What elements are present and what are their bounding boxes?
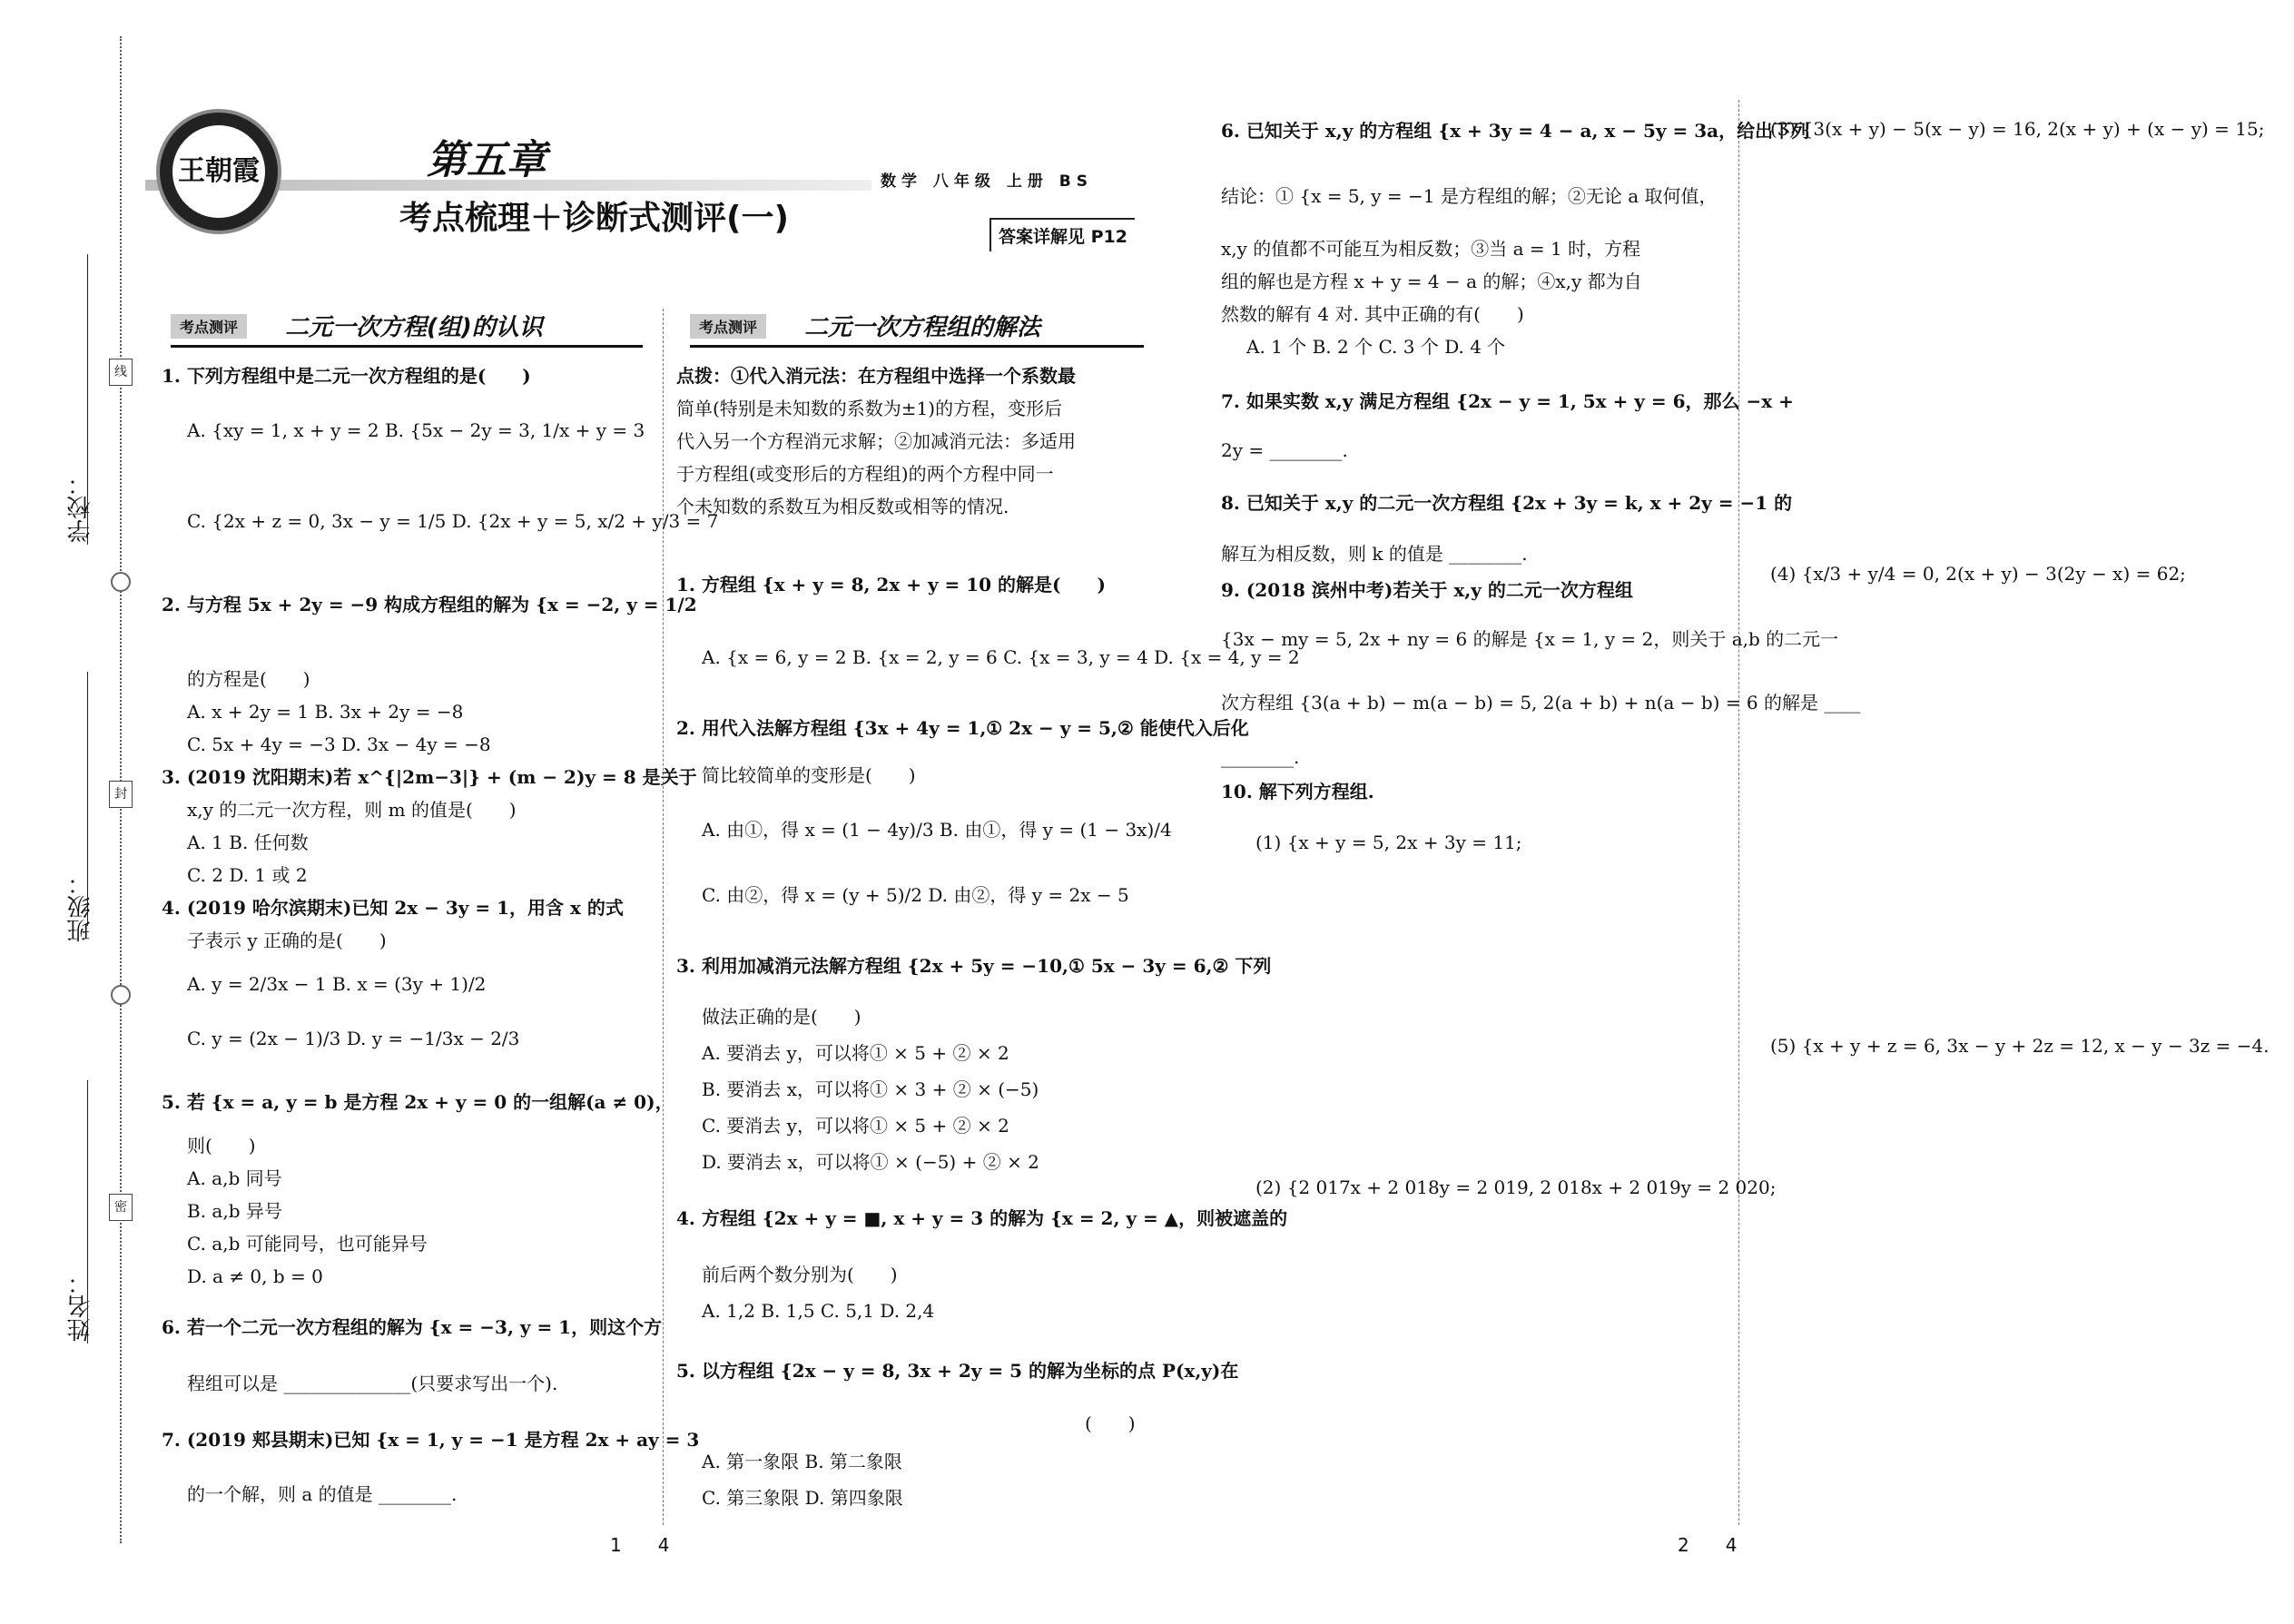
q3-option-a: A. 要消去 y，可以将① × 5 + ② × 2 — [702, 1042, 1009, 1064]
page-number-right: 2 4 — [1678, 1534, 1738, 1556]
question-2: 2. 用代入法解方程组 {3x + 4y = 1,① 2x − y = 5,② 能使代入后化 — [676, 717, 1249, 739]
question-9: 9. (2018 滨州中考)若关于 x,y 的二元一次方程组 — [1221, 579, 1633, 601]
q6-line-3: x,y 的值都不可能互为相反数；③当 a = 1 时，方程 — [1221, 238, 1641, 260]
q5-option-c: C. a,b 可能同号，也可能异号 — [187, 1233, 428, 1255]
seal-xian: 线 — [109, 359, 133, 386]
question-2: 2. 与方程 5x + 2y = −9 构成方程组的解为 {x = −2, y = 1/2 — [162, 594, 697, 615]
q10-part-1: (1) {x + y = 5, 2x + 3y = 11; — [1255, 832, 1522, 853]
section-header-2 — [690, 309, 1144, 348]
q4-options-ab: A. y = 2/3x − 1 B. x = (3y + 1)/2 — [187, 973, 487, 995]
q5-option-d: D. a ≠ 0, b = 0 — [187, 1265, 323, 1287]
q1-options-cd: C. {2x + z = 0, 3x − y = 1/5 D. {2x + y = 5, x/2 + y/3 = 7 — [187, 510, 719, 532]
question-10: 10. 解下列方程组. — [1221, 781, 1374, 802]
column-divider — [1738, 100, 1739, 1525]
question-3: 3. (2019 沈阳期末)若 x^{|2m−3|} + (m − 2)y = 8 是关于 — [162, 766, 697, 788]
q2-stem-end: 的方程是( ) — [187, 668, 310, 690]
q4-options-cd: C. y = (2x − 1)/3 D. y = −1/3x − 2/3 — [187, 1028, 520, 1049]
school-label: 学校： — [67, 472, 94, 543]
q9-answer-blank: ________. — [1221, 746, 1300, 768]
q10-part-3: (3) {3(x + y) − 5(x − y) = 16, 2(x + y) + (x − y) = 15; — [1770, 118, 2265, 140]
question-5: 5. 若 {x = a, y = b 是方程 2x + y = 0 的一组解(a ≠ 0)， — [162, 1091, 674, 1113]
binding-hole-icon — [111, 985, 131, 1005]
q2-options-ab: A. x + 2y = 1 B. 3x + 2y = −8 — [187, 701, 464, 723]
q3-stem-end: x,y 的二元一次方程，则 m 的值是( ) — [187, 799, 517, 821]
q6-options: A. 1 个 B. 2 个 C. 3 个 D. 4 个 — [1246, 336, 1506, 358]
question-6: 6. 已知关于 x,y 的方程组 {x + 3y = 4 − a, x − 5y = 3a，给出下列 — [1221, 120, 1810, 142]
q3-options-cd: C. 2 D. 1 或 2 — [187, 864, 308, 886]
q10-part-2: (2) {2 017x + 2 018y = 2 019, 2 018x + 2 019y = 2 020; — [1255, 1176, 1777, 1198]
chapter-title: 第五章 — [427, 137, 546, 183]
q2-options-cd: C. 由②，得 x = (y + 5)/2 D. 由②，得 y = 2x − 5 — [702, 884, 1129, 906]
q7-stem-end: 的一个解，则 a 的值是 ________. — [187, 1483, 458, 1505]
question-6: 6. 若一个二元一次方程组的解为 {x = −3, y = 1，则这个方 — [162, 1316, 663, 1338]
section-title: 二元一次方程(组)的认识 — [285, 314, 543, 341]
q10-part-4: (4) {x/3 + y/4 = 0, 2(x + y) − 3(2y − x) = 62; — [1770, 563, 2186, 585]
seal-feng: 封 — [109, 781, 133, 808]
question-1: 1. 方程组 {x + y = 8, 2x + y = 10 的解是( ) — [676, 574, 1106, 595]
column-divider — [663, 309, 664, 1525]
question-7: 7. (2019 郏县期末)已知 {x = 1, y = −1 是方程 2x + ay = 3 — [162, 1429, 700, 1451]
page-number-left: 1 4 — [610, 1534, 670, 1556]
binding-hole-icon — [111, 572, 131, 592]
seal-mi: 密 — [109, 1194, 133, 1221]
q3-option-d: D. 要消去 x，可以将① × (−5) + ② × 2 — [702, 1151, 1039, 1173]
q2-options-cd: C. 5x + 4y = −3 D. 3x − 4y = −8 — [187, 733, 491, 755]
tip-line-4: 于方程组(或变形后的方程组)的两个方程中同一 — [676, 463, 1054, 485]
q6-stem-end: 程组可以是 ______________(只要求写出一个). — [187, 1373, 558, 1394]
question-5: 5. 以方程组 {2x − y = 8, 3x + 2y = 5 的解为坐标的点 P(x,y)在 — [676, 1360, 1239, 1382]
q4-options: A. 1,2 B. 1,5 C. 5,1 D. 2,4 — [702, 1300, 935, 1322]
section-header-1 — [171, 309, 643, 348]
brand-logo — [156, 109, 281, 234]
question-4: 4. 方程组 {2x + y = ■, x + y = 3 的解为 {x = 2, y = ▲，则被遮盖的 — [676, 1207, 1288, 1229]
q2-options-ab: A. 由①，得 x = (1 − 4y)/3 B. 由①，得 y = (1 − 3x)/4 — [702, 819, 1172, 841]
section-tag: 考点测评 — [690, 314, 766, 339]
q6-line-5: 然数的解有 4 对. 其中正确的有( ) — [1221, 303, 1524, 325]
tip-line-3: 代入另一个方程消元求解；②加减消元法：多适用 — [676, 430, 1076, 452]
q3-option-c: C. 要消去 y，可以将① × 5 + ② × 2 — [702, 1115, 1009, 1137]
q5-option-b: B. a,b 异号 — [187, 1200, 282, 1222]
grade-tags: 数学 八年级 上册 BS — [881, 172, 1093, 191]
page-subtitle: 考点梳理＋诊断式测评(一) — [399, 200, 789, 237]
q2-stem-end: 简比较简单的变形是( ) — [702, 764, 916, 786]
q9-line-3: 次方程组 {3(a + b) − m(a − b) = 5, 2(a + b) + n(a − b) = 6 的解是 ____ — [1221, 692, 1861, 714]
q5-option-a: A. a,b 同号 — [187, 1167, 282, 1189]
q6-line-4: 组的解也是方程 x + y = 4 − a 的解；④x,y 都为自 — [1221, 271, 1642, 292]
q4-stem-end: 子表示 y 正确的是( ) — [187, 930, 387, 951]
section-title: 二元一次方程组的解法 — [804, 314, 1041, 341]
q5-answer-blank: ( ) — [1085, 1412, 1136, 1434]
q3-stem-end: 做法正确的是( ) — [702, 1006, 861, 1028]
q3-option-b: B. 要消去 x，可以将① × 3 + ② × (−5) — [702, 1078, 1039, 1100]
question-1: 1. 下列方程组中是二元一次方程组的是( ) — [162, 365, 531, 387]
name-label: 姓名： — [67, 1271, 94, 1342]
class-label: 班级： — [67, 871, 94, 942]
section-tag: 考点测评 — [171, 314, 247, 339]
q3-options-ab: A. 1 B. 任何数 — [187, 832, 309, 853]
q5-options-cd: C. 第三象限 D. 第四象限 — [702, 1487, 903, 1509]
question-4: 4. (2019 哈尔滨期末)已知 2x − 3y = 1，用含 x 的式 — [162, 897, 624, 919]
question-3: 3. 利用加减消元法解方程组 {2x + 5y = −10,① 5x − 3y = 6,② 下列 — [676, 955, 1272, 977]
q5-stem-end: 则( ) — [187, 1135, 256, 1156]
q1-options-ab: A. {xy = 1, x + y = 2 B. {5x − 2y = 3, 1/x + y = 3 — [187, 419, 645, 441]
answer-reference: 答案详解见 P12 — [989, 218, 1135, 251]
q1-options: A. {x = 6, y = 2 B. {x = 2, y = 6 C. {x = 3, y = 4 D. {x = 4, y = 2 — [702, 646, 1300, 668]
logo-text: 王朝霞 — [172, 125, 265, 218]
tip-line-5: 个未知数的系数互为相反数或相等的情况. — [676, 496, 1009, 517]
q8-stem-end: 解互为相反数，则 k 的值是 ________. — [1221, 543, 1528, 565]
q10-part-5: (5) {x + y + z = 6, 3x − y + 2z = 12, x − y − 3z = −4. — [1770, 1035, 2269, 1057]
question-7: 7. 如果实数 x,y 满足方程组 {2x − y = 1, 5x + y = 6，那么 −x + — [1221, 390, 1794, 412]
tip-line-2: 简单(特别是未知数的系数为±1)的方程，变形后 — [676, 398, 1063, 419]
q5-options-ab: A. 第一象限 B. 第二象限 — [702, 1451, 902, 1472]
q7-stem-end: 2y = ________. — [1221, 439, 1348, 461]
q9-line-2: {3x − my = 5, 2x + ny = 6 的解是 {x = 1, y = 2，则关于 a,b 的二元一 — [1221, 628, 1839, 650]
q4-stem-end: 前后两个数分别为( ) — [702, 1264, 898, 1285]
q6-line-2: 结论：① {x = 5, y = −1 是方程组的解；②无论 a 取何值， — [1221, 185, 1718, 207]
question-8: 8. 已知关于 x,y 的二元一次方程组 {2x + 3y = k, x + 2y = −1 的 — [1221, 492, 1793, 514]
tip-line-1: 点拨：①代入消元法：在方程组中选择一个系数最 — [676, 365, 1076, 387]
